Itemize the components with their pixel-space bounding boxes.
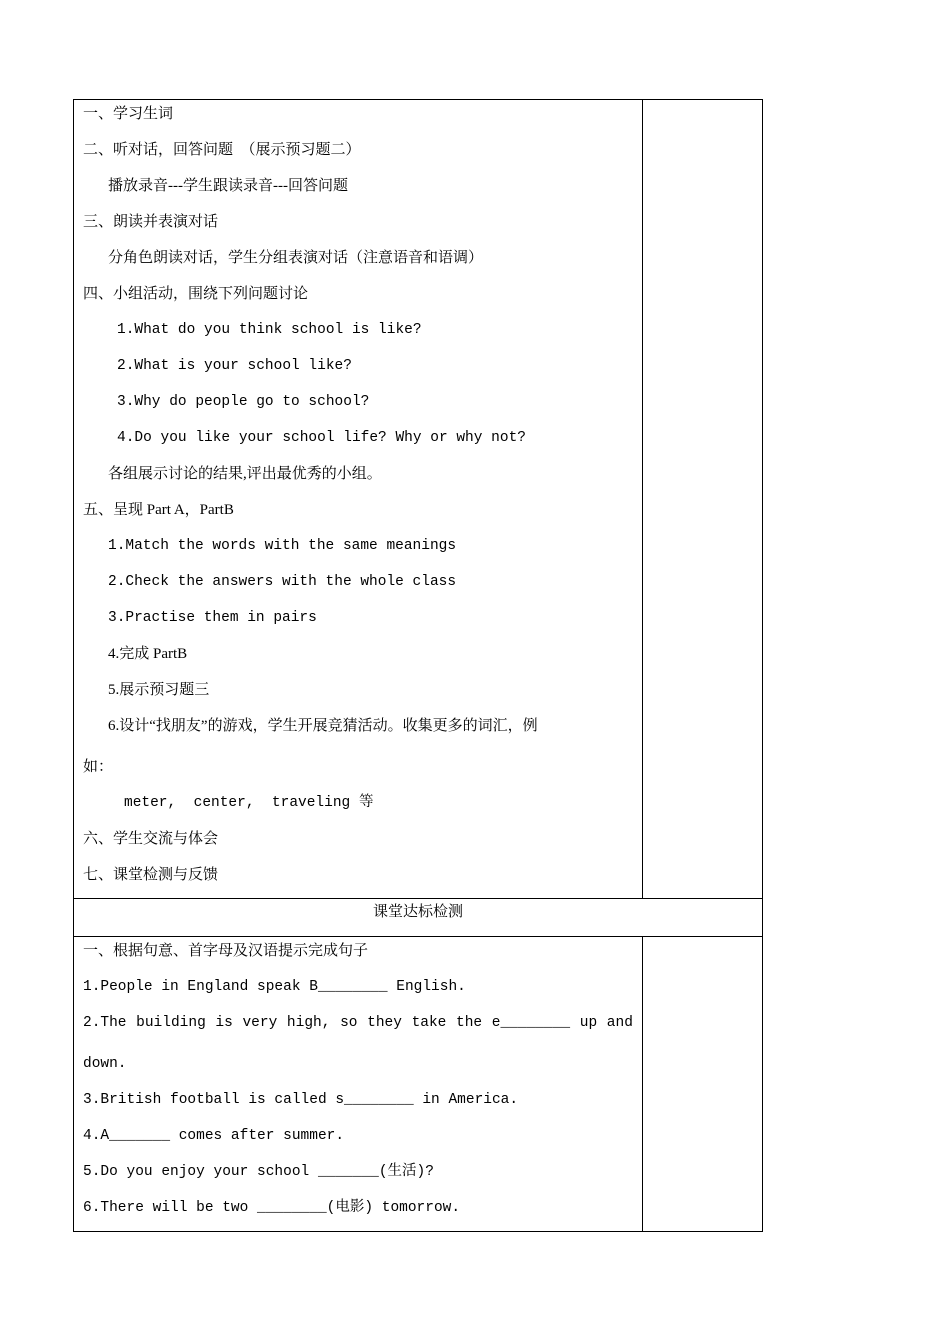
exercise-item: 6.There will be two ________(电影) tomorrow. <box>83 1200 461 1216</box>
discussion-question: 4.Do you like your school life? Why or why not? <box>117 430 526 446</box>
exercise-item: 5.Do you enjoy your school _______(生活)? <box>83 1164 434 1180</box>
step-heading: 二、听对话，回答问题 （展示预习题二） <box>83 142 361 158</box>
word: and <box>606 1015 633 1031</box>
procedure-row <box>74 100 763 899</box>
exercise-item-continued: down. <box>83 1056 127 1072</box>
exercise-row <box>74 937 763 1232</box>
word: is <box>215 1015 233 1031</box>
step-heading: 五、呈现 Part A，PartB <box>83 502 234 518</box>
word: building <box>136 1015 206 1031</box>
notes-cell <box>643 937 763 1232</box>
notes-cell <box>643 100 763 899</box>
activity-item: 5.展示预习题三 <box>108 682 210 698</box>
step-heading: 三、朗读并表演对话 <box>83 214 219 230</box>
exercise-instruction: 一、根据句意、首字母及汉语提示完成句子 <box>83 943 369 959</box>
word: very <box>242 1015 278 1031</box>
vocabulary-examples: meter, center, traveling 等 <box>124 795 374 811</box>
step-detail: 播放录音---学生跟读录音---回答问题 <box>108 178 348 194</box>
word: they <box>367 1015 402 1031</box>
word: e________ <box>491 1015 571 1031</box>
activity-item-continued: 如： <box>83 759 114 775</box>
activity-item: 4.完成 PartB <box>108 646 188 662</box>
step-detail: 分角色朗读对话，学生分组表演对话（注意语音和语调） <box>108 250 484 266</box>
exercise-item: 3.British football is called s________ in America. <box>83 1092 519 1108</box>
exercise-item: 4.A_______ comes after summer. <box>83 1128 345 1144</box>
discussion-question: 3.Why do people go to school? <box>117 394 370 410</box>
word: take <box>411 1015 447 1031</box>
activity-item: 1.Match the words with the same meanings <box>108 538 457 554</box>
step-heading: 七、课堂检测与反馈 <box>83 867 219 883</box>
word: high, <box>286 1015 331 1031</box>
activity-item: 3.Practise them in pairs <box>108 610 317 626</box>
activity-item: 6.设计“找朋友”的游戏，学生开展竞猜活动。收集更多的词汇，例 <box>108 718 538 734</box>
word: up <box>579 1015 598 1031</box>
lesson-table <box>73 99 763 1232</box>
word: 2.The <box>83 1015 127 1031</box>
word: so <box>340 1015 358 1031</box>
exercise-item <box>74 1010 642 1051</box>
step-heading: 一、学习生词 <box>83 106 174 122</box>
discussion-question: 1.What do you think school is like? <box>117 322 422 338</box>
procedure-cell <box>74 100 643 899</box>
section-title: 课堂达标检测 <box>74 899 763 937</box>
exercise-cell <box>74 937 643 1232</box>
exercise-item: 1.People in England speak B________ English. <box>83 979 466 995</box>
title-row <box>74 899 763 937</box>
discussion-question: 2.What is your school like? <box>117 358 352 374</box>
word: the <box>456 1015 483 1031</box>
step-heading: 六、学生交流与体会 <box>83 831 219 847</box>
activity-item: 2.Check the answers with the whole class <box>108 574 457 590</box>
step-heading: 四、小组活动，围绕下列问题讨论 <box>83 286 309 302</box>
step-detail: 各组展示讨论的结果,评出最优秀的小组。 <box>108 466 382 482</box>
